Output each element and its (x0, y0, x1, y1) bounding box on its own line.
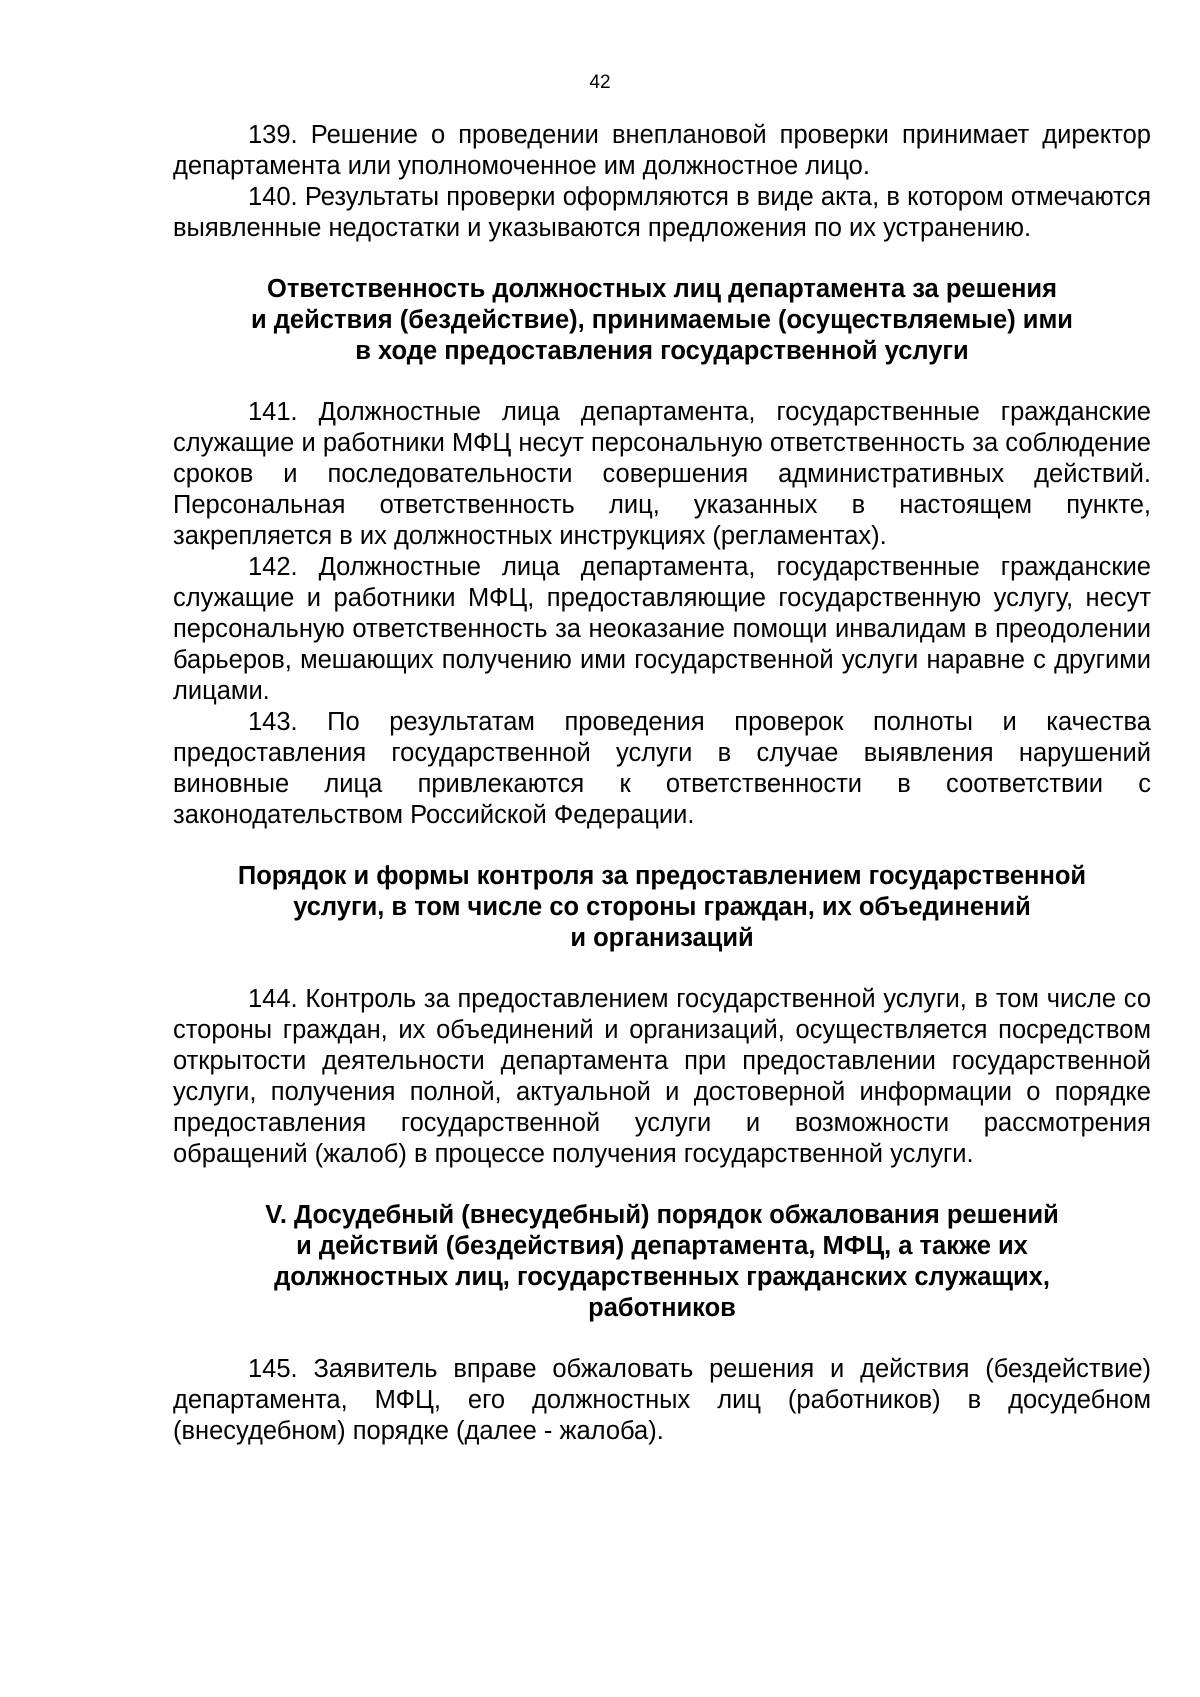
heading-line: должностных лиц, государственных гражданских служащих, (274, 1263, 1050, 1291)
heading-line: и действия (бездействие), принимаемые (осуществляемые) ими (250, 306, 1073, 334)
paragraph-144: 144. Контроль за предоставлением государственной услуги, в том числе со стороны граждан, их объединений и организаций, осуществляется посредством открытости деятельности департамента при предоставлении государственной услуги, получения полной, актуальной и достоверной информации о порядке предоставления государственной услуги и возможности рассмотрения обращений (жалоб) в процессе получения государственной услуги. (173, 985, 1151, 1168)
paragraph-141: 141. Должностные лица департамента, государственные гражданские служащие и работники МФЦ несут персональную ответственность за соблюдение сроков и последовательности совершения административных действий. Персональная ответственность лиц, указанных в настоящем пункте, закрепляется в их должностных инструкциях (регламентах). (173, 398, 1151, 550)
heading-line: и действий (бездействия) департамента, МФЦ, а также их (296, 1232, 1028, 1260)
document-body (173, 120, 1151, 1447)
heading-line: работников (588, 1294, 736, 1322)
section-heading-appeal (173, 1200, 1151, 1324)
heading-line: Ответственность должностных лиц департамента за решения (267, 275, 1057, 303)
heading-line: в ходе предоставления государственной услуги (355, 337, 969, 365)
paragraph-145: 145. Заявитель вправе обжаловать решения и действия (бездействие) департамента, МФЦ, его должностных лиц (работников) в досудебном (внесудебном) порядке (далее - жалоба). (173, 1355, 1151, 1445)
paragraph-142: 142. Должностные лица департамента, государственные гражданские служащие и работники МФЦ, предоставляющие государственную услугу, несут персональную ответственность за неоказание помощи инвалидам в преодолении барьеров, мешающих получению ими государственной услуги наравне с другими лицами. (173, 553, 1151, 705)
heading-line: Порядок и формы контроля за предоставлением государственной (237, 862, 1087, 890)
paragraph-140: 140. Результаты проверки оформляются в виде акта, в котором отмечаются выявленные недостатки и указываются предложения по их устранению. (173, 183, 1151, 242)
section-heading-control-forms (173, 861, 1151, 954)
heading-line: и организаций (570, 924, 754, 952)
page-number: 42 (589, 72, 611, 93)
section-heading-responsibility (173, 274, 1151, 367)
paragraph-139: 139. Решение о проведении внеплановой проверки принимает директор департамента или уполномоченное им должностное лицо. (173, 121, 1151, 180)
heading-line: V. Досудебный (внесудебный) порядок обжалования решений (265, 1201, 1059, 1229)
paragraph-143: 143. По результатам проведения проверок полноты и качества предоставления государственной услуги в случае выявления нарушений виновные лица привлекаются к ответственности в соответствии с законодательством Российской Федерации. (173, 708, 1151, 829)
heading-line: услуги, в том числе со стороны граждан, их объединений (293, 893, 1031, 921)
